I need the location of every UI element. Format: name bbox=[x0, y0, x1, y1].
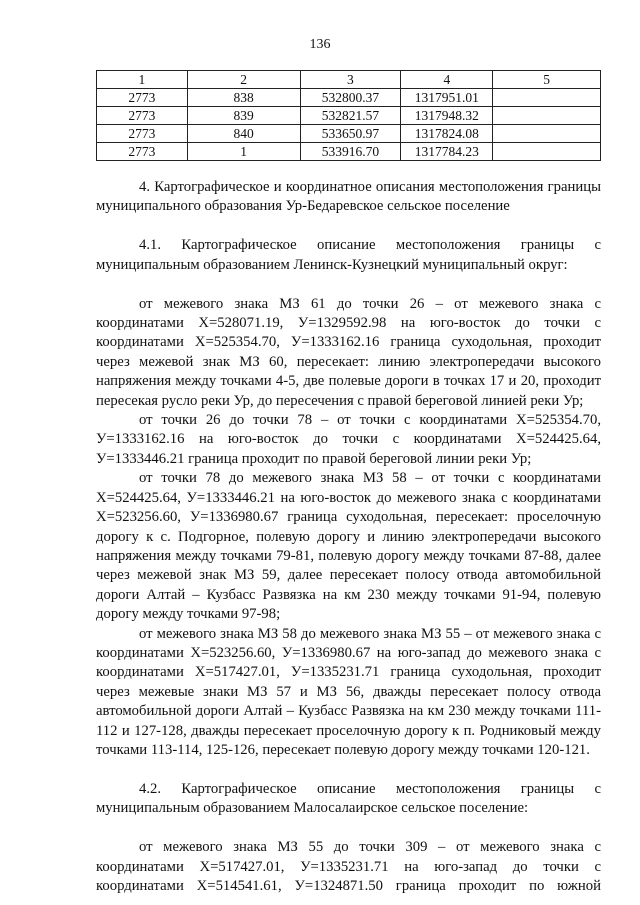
paragraph: от межевого знака МЗ 61 до точки 26 – от межевого знака с координатами X=528071.19, У=1329592.98 на юго-восток до точки с координатами X=525354.70, У=1333162.16 граница суходольная, проходит через межевой знак МЗ 60, пересекает: линию электропередачи высокого напряжения между точками 4-5, две полевые дороги в точках 17 и 20, проходит пересекая русло реки Ур, до пересечения с правой береговой линией реки Ур; bbox=[96, 295, 601, 409]
coordinates-table bbox=[96, 70, 601, 161]
table-cell: 838 bbox=[187, 89, 300, 107]
spacer bbox=[96, 760, 601, 780]
table-cell: 1317951.01 bbox=[401, 89, 493, 107]
section-4-1-heading: 4.1. Картографическое описание местоположения границы с муниципальным образованием Ленинск-Кузнецкий муниципальный округ: bbox=[96, 237, 601, 273]
paragraph: от межевого знака МЗ 58 до межевого знака МЗ 55 – от межевого знака с координатами X=523256.60, У=1336980.67 на юго-запад до межевого знака с координатами X=517427.01, У=1335231.71 граница суходольная, проходит через межевые знаки МЗ 57 и МЗ 56, дважды пересекает полосу отвода автомобильной дороги Алтай – Кузбасс Развязка на км 230 между точками 111-112 и 127-128, дважды пересекает проселочную дорогу к п. Родниковый между точками 113-114, 125-126, пересекает полевую дорогу между точками 120-121. bbox=[96, 625, 601, 758]
table-cell: 2773 bbox=[97, 107, 188, 125]
table-header-cell: 4 bbox=[401, 71, 493, 89]
table-header-cell: 1 bbox=[97, 71, 188, 89]
table-cell: 2773 bbox=[97, 143, 188, 161]
table-cell bbox=[493, 89, 601, 107]
table-cell: 1317824.08 bbox=[401, 125, 493, 143]
table-cell: 2773 bbox=[97, 125, 188, 143]
table-cell: 840 bbox=[187, 125, 300, 143]
paragraph: от точки 26 до точки 78 – от точки с координатами X=525354.70, У=1333162.16 на юго-восток до точки с координатами X=524425.64, У=1333446.21 граница проходит по правой береговой линии реки Ур; bbox=[96, 412, 601, 467]
table-header-row bbox=[97, 71, 601, 89]
table-cell: 533916.70 bbox=[300, 143, 401, 161]
table-cell: 1 bbox=[187, 143, 300, 161]
table-row bbox=[97, 107, 601, 125]
table-cell: 839 bbox=[187, 107, 300, 125]
table-cell bbox=[493, 143, 601, 161]
table-header-cell: 3 bbox=[300, 71, 401, 89]
table-cell bbox=[493, 107, 601, 125]
table-cell: 532821.57 bbox=[300, 107, 401, 125]
table-cell: 1317948.32 bbox=[401, 107, 493, 125]
table-cell: 1317784.23 bbox=[401, 143, 493, 161]
document-body bbox=[96, 178, 601, 896]
paragraph: от межевого знака МЗ 55 до точки 309 – от межевого знака с координатами X=517427.01, У=1335231.71 на юго-запад до точки с координатами X=514541.61, У=1324871.50 граница проходит по южной bbox=[96, 839, 601, 894]
table-cell: 533650.97 bbox=[300, 125, 401, 143]
page-number: 136 bbox=[309, 37, 331, 52]
spacer bbox=[96, 217, 601, 237]
section-4-2-heading: 4.2. Картографическое описание местоположения границы с муниципальным образованием Малосалаирское сельское поселение: bbox=[96, 780, 601, 817]
table-cell bbox=[493, 125, 601, 143]
table-cell: 532800.37 bbox=[300, 89, 401, 107]
table-row bbox=[97, 89, 601, 107]
spacer bbox=[96, 275, 601, 295]
table-cell: 2773 bbox=[97, 89, 188, 107]
table-header-cell: 5 bbox=[493, 71, 601, 89]
paragraph: от точки 78 до межевого знака МЗ 58 – от точки с координатами X=524425.64, У=1333446.21 на юго-восток до межевого знака с координатами X=523256.60, У=1336980.67 граница суходольная, пересекает: проселочную дорогу к с. Подгорное, полевую дорогу и линию электропередачи высокого напряжения между точками 79-81, полевую дорогу между точками 87-88, далее через межевой знак МЗ 59, далее пересекает полосу отвода автомобильной дороги Алтай – Кузбасс Развязка на км 230 между точками 91-94, полевую дорогу между точками 97-98; bbox=[96, 470, 601, 623]
section-4-heading: 4. Картографическое и координатное описания местоположения границы муниципального образования Ур-Бедаревское сельское поселение bbox=[96, 179, 601, 215]
table-row bbox=[97, 143, 601, 161]
spacer bbox=[96, 819, 601, 839]
table-header-cell: 2 bbox=[187, 71, 300, 89]
table-row bbox=[97, 125, 601, 143]
